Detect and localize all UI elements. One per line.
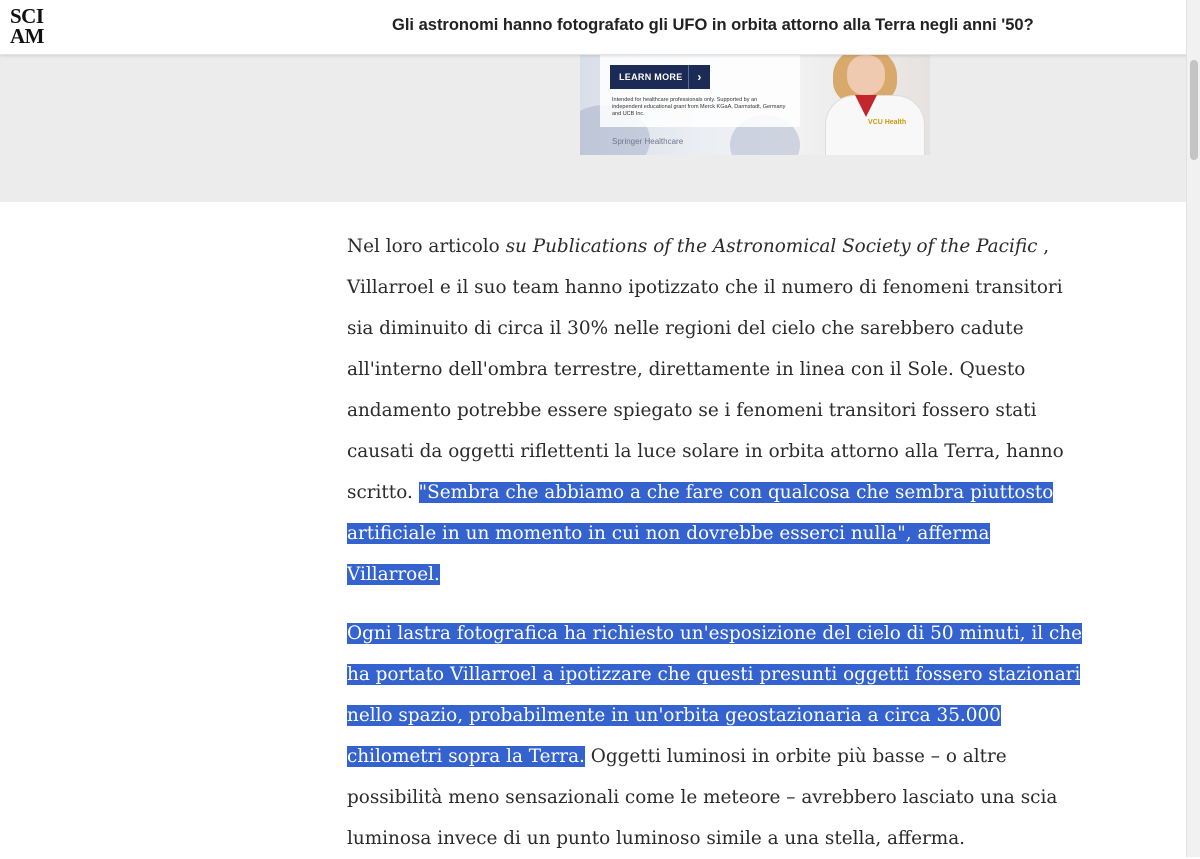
paragraph-line: chilometri sopra la Terra. Oggetti luminosi in orbite più basse – o altre xyxy=(347,746,1007,767)
journal-name: su Publications of the Astronomical Society of the Pacific xyxy=(505,236,1038,257)
scrollbar-thumb[interactable] xyxy=(1190,60,1198,160)
article-paragraph-1 xyxy=(347,226,1167,595)
article-title: Gli astronomi hanno fotografato gli UFO in orbita attorno alla Terra negli anni '50? xyxy=(392,16,1034,34)
paragraph-line xyxy=(347,554,1167,595)
chevron-right-icon: › xyxy=(688,65,710,89)
paragraph-line: scritto. "Sembra che abbiamo a che fare con qualcosa che sembra piuttosto xyxy=(347,482,1054,503)
scrollbar[interactable] xyxy=(1186,0,1200,857)
advertisement[interactable] xyxy=(580,55,930,155)
selected-text[interactable]: ha portato Villarroel a ipotizzare che questi presunti oggetti fossero stazionari xyxy=(347,664,1081,685)
learn-more-label: LEARN MORE xyxy=(619,72,683,82)
paragraph-line xyxy=(347,613,1167,654)
paragraph-line: andamento potrebbe essere spiegato se i fenomeni transitori fossero stati xyxy=(347,400,1037,421)
paragraph-line: Nel loro articolo su Publications of the Astronomical Society of the Pacific , xyxy=(347,236,1050,257)
paragraph-line: Villarroel e il suo team hanno ipotizzato che il numero di fenomeni transitori xyxy=(347,277,1063,298)
selected-text[interactable]: chilometri sopra la Terra. xyxy=(347,746,585,767)
article-paragraph-2 xyxy=(347,613,1167,859)
selected-text[interactable]: nello spazio, probabilmente in un'orbita geostazionaria a circa 35.000 xyxy=(347,705,1001,726)
logo-line-2: AM xyxy=(10,24,44,48)
paragraph-line xyxy=(347,654,1167,695)
selected-text[interactable]: artificiale in un momento in cui non dovrebbe esserci nulla", afferma xyxy=(347,523,990,544)
ad-banner-area xyxy=(0,55,1200,202)
site-header xyxy=(0,0,1200,55)
selected-text[interactable]: Ogni lastra fotografica ha richiesto un'esposizione del cielo di 50 minuti, il che xyxy=(347,623,1082,644)
selected-text[interactable]: "Sembra che abbiamo a che fare con qualcosa che sembra piuttosto xyxy=(418,482,1054,503)
ad-doctor-photo xyxy=(825,55,930,155)
logo-line-1: SCI xyxy=(10,4,44,28)
paragraph-line: causati da oggetti riflettenti la luce solare in orbita attorno alla Terra, hanno xyxy=(347,441,1064,462)
ad-fineprint: Intended for healthcare professionals only. Supported by an independent educational grant from Merck KGaA, Darmstadt, Germany and UCB Inc. xyxy=(612,97,786,117)
ad-brand: Springer Healthcare xyxy=(612,137,684,146)
ad-badge: VCU Health xyxy=(868,119,907,126)
selected-text[interactable]: Villarroel. xyxy=(347,564,440,585)
paragraph-line xyxy=(347,695,1167,736)
paragraph-line: possibilità meno sensazionali come le meteore – avrebbero lasciato una scia xyxy=(347,787,1058,808)
paragraph-line: all'interno dell'ombra terrestre, direttamente in linea con il Sole. Questo xyxy=(347,359,1026,380)
sciam-logo[interactable] xyxy=(10,6,44,46)
paragraph-line: luminosa invece di un punto luminoso simile a una stella, afferma. xyxy=(347,828,966,849)
article-body xyxy=(347,226,1167,859)
learn-more-button[interactable] xyxy=(610,65,710,89)
paragraph-line: sia diminuito di circa il 30% nelle regioni del cielo che sarebbero cadute xyxy=(347,318,1024,339)
paragraph-line xyxy=(347,513,1167,554)
